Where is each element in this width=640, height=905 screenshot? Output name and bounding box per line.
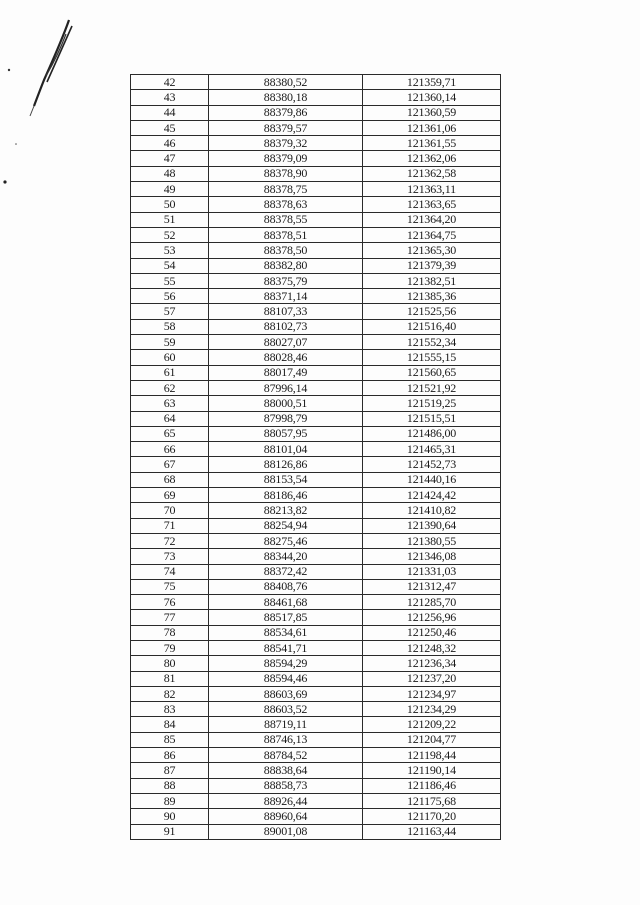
y-coordinate-cell: 121186,46 xyxy=(363,778,501,793)
x-coordinate-cell: 88379,09 xyxy=(209,151,363,166)
point-number-cell: 77 xyxy=(131,610,209,625)
point-number-cell: 44 xyxy=(131,105,209,120)
x-coordinate-cell: 88382,80 xyxy=(209,258,363,273)
y-coordinate-cell: 121521,92 xyxy=(363,380,501,395)
point-number-cell: 48 xyxy=(131,166,209,181)
y-coordinate-cell: 121363,65 xyxy=(363,197,501,212)
table-row xyxy=(131,182,501,197)
y-coordinate-cell: 121285,70 xyxy=(363,595,501,610)
point-number-cell: 64 xyxy=(131,411,209,426)
point-number-cell: 52 xyxy=(131,227,209,242)
table-row xyxy=(131,304,501,319)
y-coordinate-cell: 121525,56 xyxy=(363,304,501,319)
point-number-cell: 70 xyxy=(131,503,209,518)
y-coordinate-cell: 121175,68 xyxy=(363,793,501,808)
table-row xyxy=(131,75,501,90)
x-coordinate-cell: 88254,94 xyxy=(209,518,363,533)
x-coordinate-cell: 88186,46 xyxy=(209,488,363,503)
y-coordinate-cell: 121365,30 xyxy=(363,243,501,258)
y-coordinate-cell: 121364,20 xyxy=(363,212,501,227)
y-coordinate-cell: 121552,34 xyxy=(363,335,501,350)
point-number-cell: 47 xyxy=(131,151,209,166)
table-row xyxy=(131,640,501,655)
table-row xyxy=(131,105,501,120)
x-coordinate-cell: 88594,46 xyxy=(209,671,363,686)
point-number-cell: 58 xyxy=(131,319,209,334)
point-number-cell: 68 xyxy=(131,472,209,487)
x-coordinate-cell: 88000,51 xyxy=(209,396,363,411)
x-coordinate-cell: 88380,18 xyxy=(209,90,363,105)
point-number-cell: 45 xyxy=(131,120,209,135)
x-coordinate-cell: 88960,64 xyxy=(209,809,363,824)
y-coordinate-cell: 121519,25 xyxy=(363,396,501,411)
x-coordinate-cell: 88153,54 xyxy=(209,472,363,487)
table-row xyxy=(131,258,501,273)
table-row xyxy=(131,763,501,778)
y-coordinate-cell: 121331,03 xyxy=(363,564,501,579)
y-coordinate-cell: 121170,20 xyxy=(363,809,501,824)
y-coordinate-cell: 121346,08 xyxy=(363,549,501,564)
point-number-cell: 71 xyxy=(131,518,209,533)
point-number-cell: 66 xyxy=(131,442,209,457)
coordinates-table xyxy=(130,74,501,840)
y-coordinate-cell: 121362,06 xyxy=(363,151,501,166)
point-number-cell: 53 xyxy=(131,243,209,258)
x-coordinate-cell: 88027,07 xyxy=(209,335,363,350)
point-number-cell: 55 xyxy=(131,273,209,288)
table-row xyxy=(131,120,501,135)
table-row xyxy=(131,793,501,808)
x-coordinate-cell: 88541,71 xyxy=(209,640,363,655)
table-row xyxy=(131,457,501,472)
table-row xyxy=(131,533,501,548)
y-coordinate-cell: 121204,77 xyxy=(363,732,501,747)
y-coordinate-cell: 121440,16 xyxy=(363,472,501,487)
y-coordinate-cell: 121163,44 xyxy=(363,824,501,839)
table-row xyxy=(131,243,501,258)
y-coordinate-cell: 121236,34 xyxy=(363,656,501,671)
y-coordinate-cell: 121555,15 xyxy=(363,350,501,365)
x-coordinate-cell: 89001,08 xyxy=(209,824,363,839)
coordinates-table-body xyxy=(131,75,501,840)
x-coordinate-cell: 87996,14 xyxy=(209,380,363,395)
table-row xyxy=(131,579,501,594)
x-coordinate-cell: 88380,52 xyxy=(209,75,363,90)
x-coordinate-cell: 88379,86 xyxy=(209,105,363,120)
x-coordinate-cell: 88378,63 xyxy=(209,197,363,212)
x-coordinate-cell: 88603,52 xyxy=(209,702,363,717)
y-coordinate-cell: 121234,29 xyxy=(363,702,501,717)
point-number-cell: 51 xyxy=(131,212,209,227)
x-coordinate-cell: 88379,32 xyxy=(209,136,363,151)
point-number-cell: 46 xyxy=(131,136,209,151)
y-coordinate-cell: 121465,31 xyxy=(363,442,501,457)
y-coordinate-cell: 121364,75 xyxy=(363,227,501,242)
point-number-cell: 62 xyxy=(131,380,209,395)
y-coordinate-cell: 121360,14 xyxy=(363,90,501,105)
point-number-cell: 88 xyxy=(131,778,209,793)
point-number-cell: 90 xyxy=(131,809,209,824)
pen-mark-scribble xyxy=(0,0,90,200)
table-row xyxy=(131,671,501,686)
y-coordinate-cell: 121379,39 xyxy=(363,258,501,273)
point-number-cell: 80 xyxy=(131,656,209,671)
y-coordinate-cell: 121361,55 xyxy=(363,136,501,151)
table-row xyxy=(131,595,501,610)
table-row xyxy=(131,503,501,518)
point-number-cell: 86 xyxy=(131,748,209,763)
y-coordinate-cell: 121198,44 xyxy=(363,748,501,763)
y-coordinate-cell: 121410,82 xyxy=(363,503,501,518)
table-row xyxy=(131,151,501,166)
y-coordinate-cell: 121452,73 xyxy=(363,457,501,472)
point-number-cell: 74 xyxy=(131,564,209,579)
table-row xyxy=(131,564,501,579)
point-number-cell: 54 xyxy=(131,258,209,273)
x-coordinate-cell: 88378,50 xyxy=(209,243,363,258)
y-coordinate-cell: 121256,96 xyxy=(363,610,501,625)
x-coordinate-cell: 88594,29 xyxy=(209,656,363,671)
table-row xyxy=(131,426,501,441)
table-row xyxy=(131,335,501,350)
table-row xyxy=(131,273,501,288)
table-row xyxy=(131,319,501,334)
x-coordinate-cell: 88378,90 xyxy=(209,166,363,181)
point-number-cell: 76 xyxy=(131,595,209,610)
table-row xyxy=(131,166,501,181)
x-coordinate-cell: 88371,14 xyxy=(209,289,363,304)
point-number-cell: 83 xyxy=(131,702,209,717)
y-coordinate-cell: 121515,51 xyxy=(363,411,501,426)
x-coordinate-cell: 88213,82 xyxy=(209,503,363,518)
table-row xyxy=(131,380,501,395)
table-row xyxy=(131,702,501,717)
y-coordinate-cell: 121363,11 xyxy=(363,182,501,197)
table-row xyxy=(131,396,501,411)
x-coordinate-cell: 88057,95 xyxy=(209,426,363,441)
x-coordinate-cell: 88101,04 xyxy=(209,442,363,457)
point-number-cell: 49 xyxy=(131,182,209,197)
table-row xyxy=(131,472,501,487)
x-coordinate-cell: 88378,51 xyxy=(209,227,363,242)
point-number-cell: 73 xyxy=(131,549,209,564)
x-coordinate-cell: 87998,79 xyxy=(209,411,363,426)
x-coordinate-cell: 88275,46 xyxy=(209,533,363,548)
point-number-cell: 81 xyxy=(131,671,209,686)
y-coordinate-cell: 121516,40 xyxy=(363,319,501,334)
point-number-cell: 65 xyxy=(131,426,209,441)
table-row xyxy=(131,778,501,793)
point-number-cell: 72 xyxy=(131,533,209,548)
x-coordinate-cell: 88858,73 xyxy=(209,778,363,793)
table-row xyxy=(131,686,501,701)
y-coordinate-cell: 121234,97 xyxy=(363,686,501,701)
x-coordinate-cell: 88102,73 xyxy=(209,319,363,334)
x-coordinate-cell: 88344,20 xyxy=(209,549,363,564)
x-coordinate-cell: 88838,64 xyxy=(209,763,363,778)
y-coordinate-cell: 121248,32 xyxy=(363,640,501,655)
y-coordinate-cell: 121312,47 xyxy=(363,579,501,594)
y-coordinate-cell: 121385,36 xyxy=(363,289,501,304)
x-coordinate-cell: 88378,75 xyxy=(209,182,363,197)
y-coordinate-cell: 121190,14 xyxy=(363,763,501,778)
point-number-cell: 79 xyxy=(131,640,209,655)
table-row xyxy=(131,411,501,426)
table-row xyxy=(131,656,501,671)
point-number-cell: 63 xyxy=(131,396,209,411)
point-number-cell: 84 xyxy=(131,717,209,732)
point-number-cell: 57 xyxy=(131,304,209,319)
table-row xyxy=(131,136,501,151)
x-coordinate-cell: 88378,55 xyxy=(209,212,363,227)
table-row xyxy=(131,518,501,533)
y-coordinate-cell: 121360,59 xyxy=(363,105,501,120)
table-row xyxy=(131,350,501,365)
y-coordinate-cell: 121361,06 xyxy=(363,120,501,135)
y-coordinate-cell: 121390,64 xyxy=(363,518,501,533)
x-coordinate-cell: 88534,61 xyxy=(209,625,363,640)
y-coordinate-cell: 121237,20 xyxy=(363,671,501,686)
x-coordinate-cell: 88517,85 xyxy=(209,610,363,625)
y-coordinate-cell: 121424,42 xyxy=(363,488,501,503)
x-coordinate-cell: 88603,69 xyxy=(209,686,363,701)
x-coordinate-cell: 88719,11 xyxy=(209,717,363,732)
point-number-cell: 43 xyxy=(131,90,209,105)
table-row xyxy=(131,212,501,227)
table-row xyxy=(131,824,501,839)
x-coordinate-cell: 88784,52 xyxy=(209,748,363,763)
point-number-cell: 75 xyxy=(131,579,209,594)
table-row xyxy=(131,717,501,732)
point-number-cell: 60 xyxy=(131,350,209,365)
x-coordinate-cell: 88017,49 xyxy=(209,365,363,380)
point-number-cell: 85 xyxy=(131,732,209,747)
table-row xyxy=(131,732,501,747)
y-coordinate-cell: 121362,58 xyxy=(363,166,501,181)
point-number-cell: 69 xyxy=(131,488,209,503)
table-row xyxy=(131,442,501,457)
y-coordinate-cell: 121380,55 xyxy=(363,533,501,548)
x-coordinate-cell: 88746,13 xyxy=(209,732,363,747)
point-number-cell: 87 xyxy=(131,763,209,778)
x-coordinate-cell: 88126,86 xyxy=(209,457,363,472)
y-coordinate-cell: 121359,71 xyxy=(363,75,501,90)
x-coordinate-cell: 88379,57 xyxy=(209,120,363,135)
point-number-cell: 61 xyxy=(131,365,209,380)
x-coordinate-cell: 88408,76 xyxy=(209,579,363,594)
point-number-cell: 82 xyxy=(131,686,209,701)
point-number-cell: 89 xyxy=(131,793,209,808)
table-row xyxy=(131,227,501,242)
table-row xyxy=(131,610,501,625)
point-number-cell: 56 xyxy=(131,289,209,304)
point-number-cell: 42 xyxy=(131,75,209,90)
table-row xyxy=(131,549,501,564)
y-coordinate-cell: 121209,22 xyxy=(363,717,501,732)
table-row xyxy=(131,197,501,212)
table-row xyxy=(131,809,501,824)
point-number-cell: 50 xyxy=(131,197,209,212)
x-coordinate-cell: 88372,42 xyxy=(209,564,363,579)
table-row xyxy=(131,289,501,304)
point-number-cell: 67 xyxy=(131,457,209,472)
y-coordinate-cell: 121486,00 xyxy=(363,426,501,441)
x-coordinate-cell: 88926,44 xyxy=(209,793,363,808)
x-coordinate-cell: 88461,68 xyxy=(209,595,363,610)
x-coordinate-cell: 88107,33 xyxy=(209,304,363,319)
table-row xyxy=(131,365,501,380)
table-row xyxy=(131,748,501,763)
table-row xyxy=(131,625,501,640)
table-row xyxy=(131,90,501,105)
x-coordinate-cell: 88028,46 xyxy=(209,350,363,365)
point-number-cell: 78 xyxy=(131,625,209,640)
x-coordinate-cell: 88375,79 xyxy=(209,273,363,288)
y-coordinate-cell: 121250,46 xyxy=(363,625,501,640)
y-coordinate-cell: 121560,65 xyxy=(363,365,501,380)
point-number-cell: 59 xyxy=(131,335,209,350)
table-row xyxy=(131,488,501,503)
point-number-cell: 91 xyxy=(131,824,209,839)
y-coordinate-cell: 121382,51 xyxy=(363,273,501,288)
